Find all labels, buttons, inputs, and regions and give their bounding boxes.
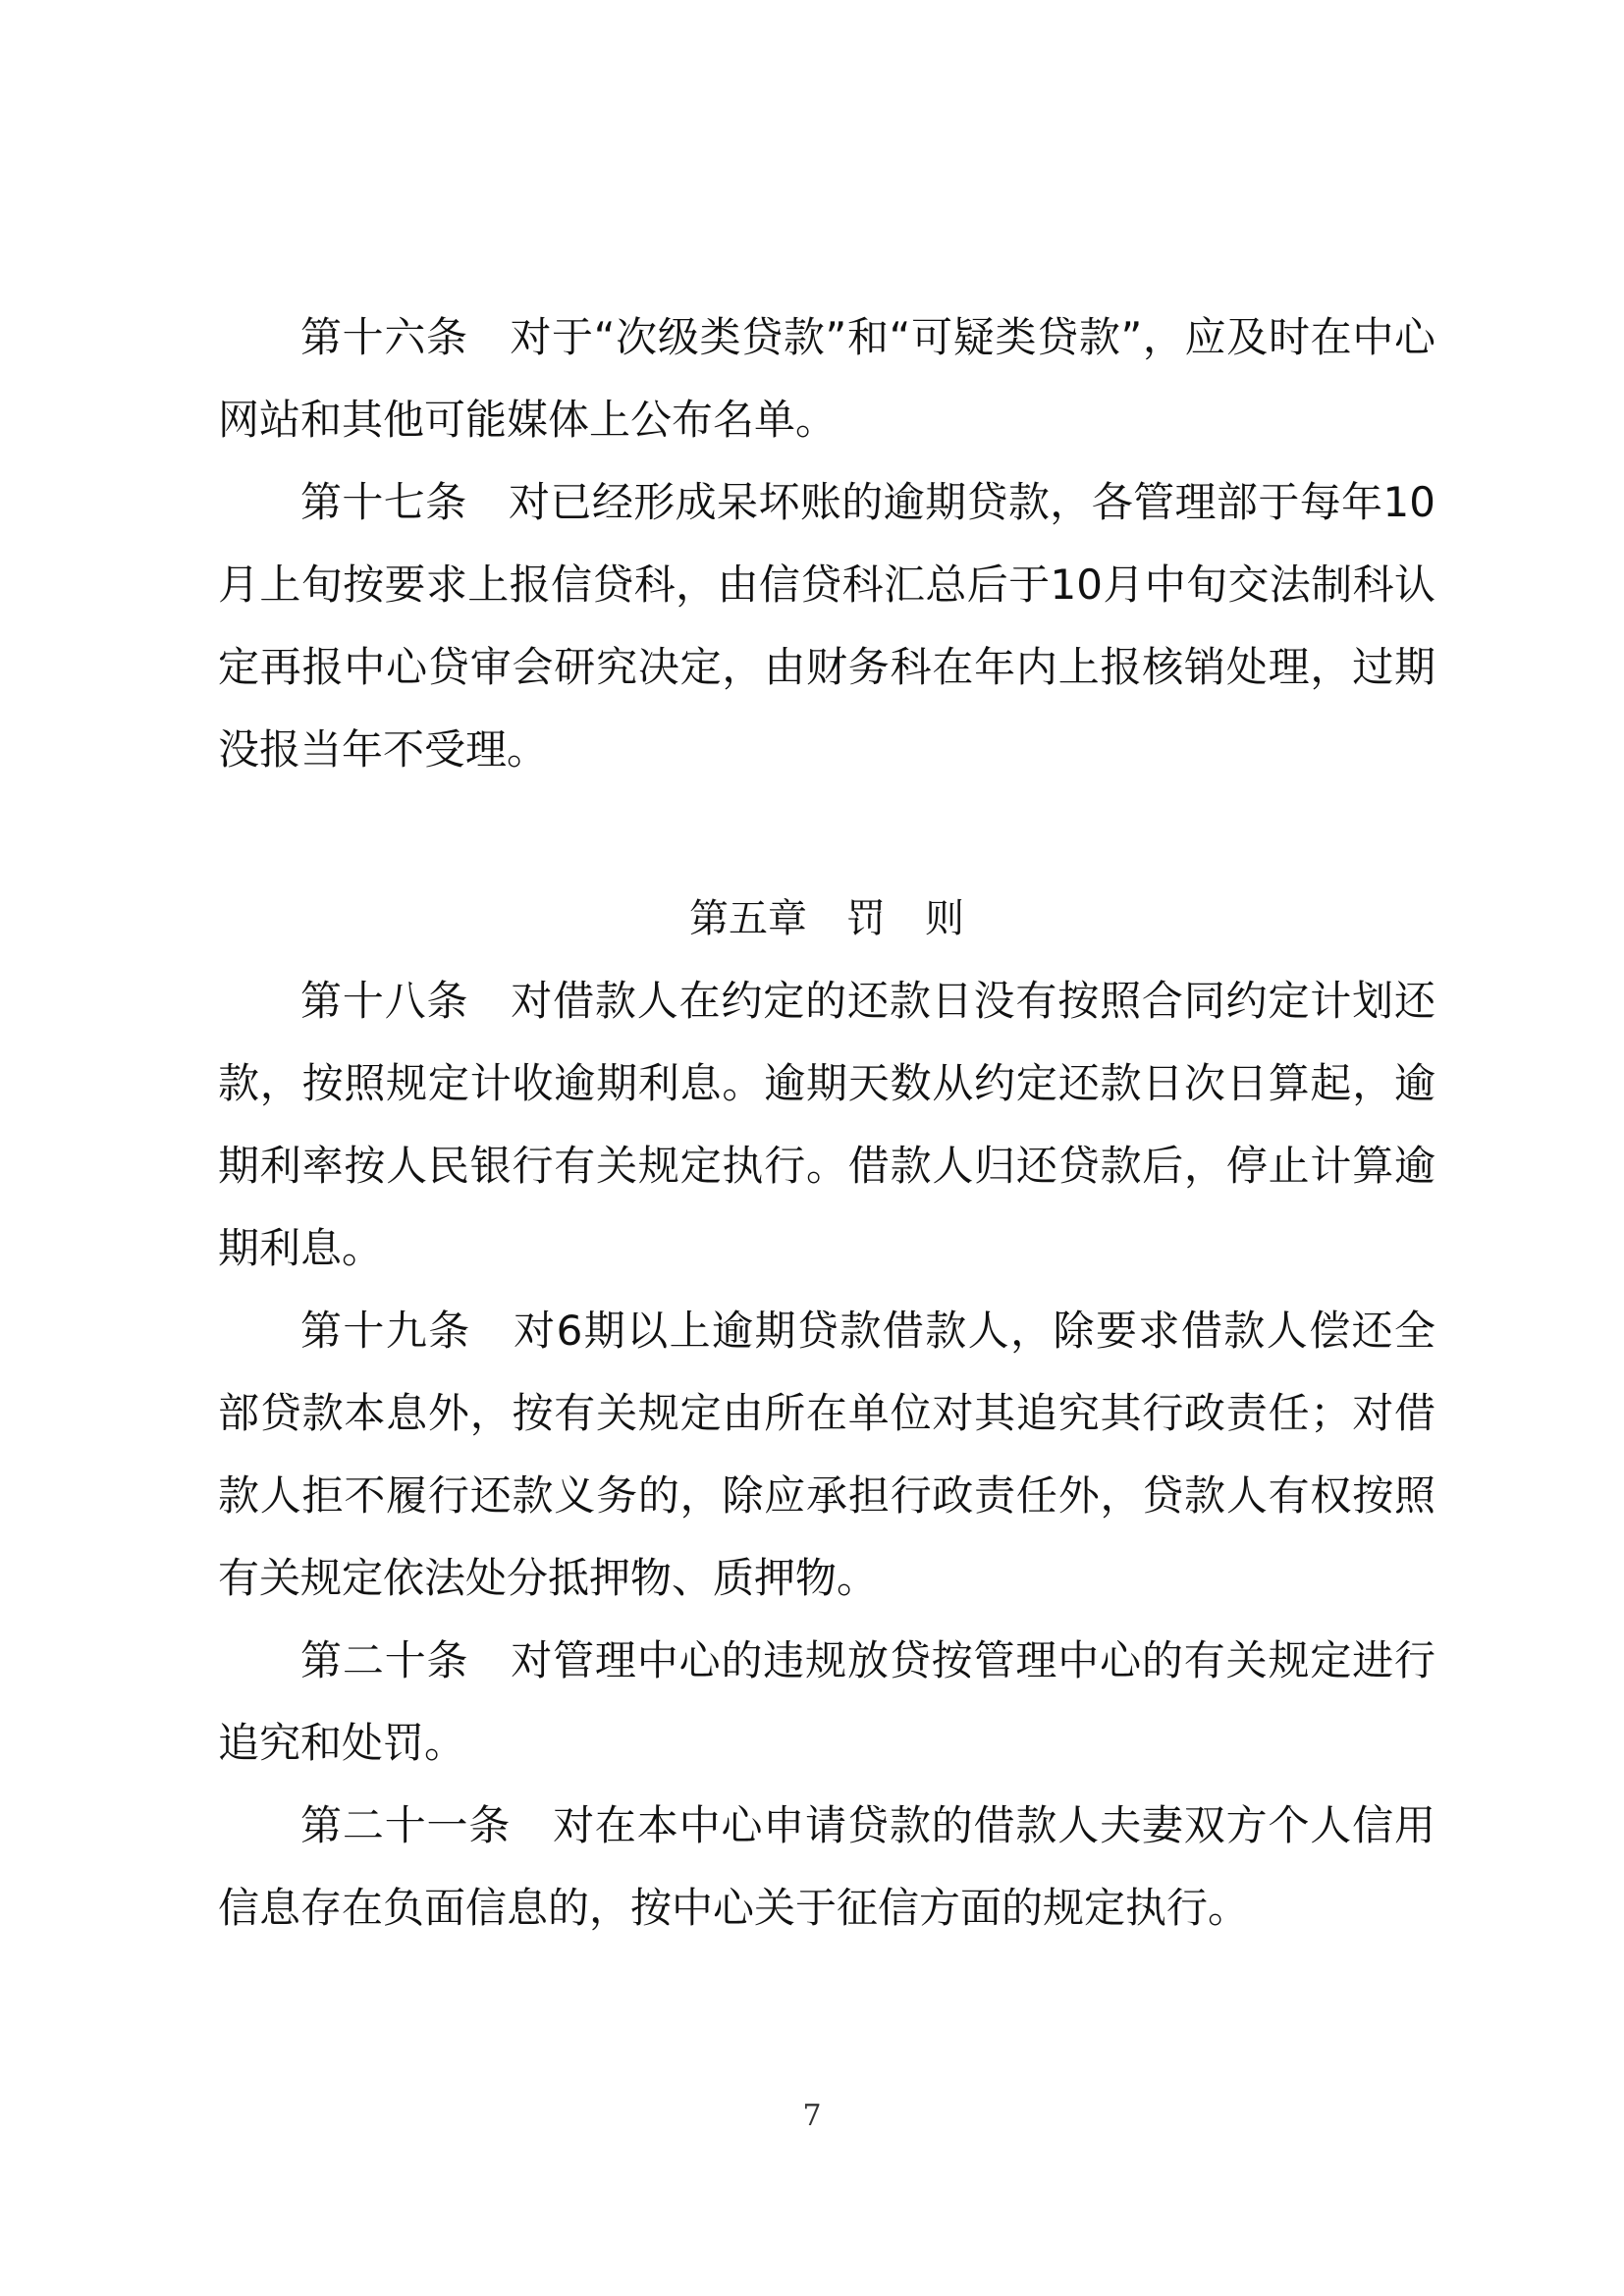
page-number: 7 xyxy=(802,2099,822,2133)
article-17-paragraph: 第十七条 对已经形成呆坏账的逾期贷款，各管理部于每年10月上旬按要求上报信贷科，由信贷科汇总后于10月中旬交法制科认定再报中心贷审会研究决定，由财务科在年内上报核销处理，过期没报当年不受理。 xyxy=(218,478,1435,774)
document-body xyxy=(218,296,1435,1949)
article-18-paragraph: 第十八条 对借款人在约定的还款日没有按照合同约定计划还款，按照规定计收逾期利息。逾期天数从约定还款日次日算起，逾期利率按人民银行有关规定执行。借款人归还贷款后，停止计算逾期利息。 xyxy=(218,977,1435,1272)
article-19-paragraph: 第十九条 对6期以上逾期贷款借款人，除要求借款人偿还全部贷款本息外，按有关规定由所在单位对其追究其行政责任；对借款人拒不履行还款义务的，除应承担行政责任外，贷款人有权按照有关规定依法处分抵押物、质押物。 xyxy=(218,1307,1435,1602)
article-20-paragraph: 第二十条 对管理中心的违规放贷按管理中心的有关规定进行追究和处罚。 xyxy=(218,1636,1435,1767)
article-16-paragraph: 第十六条 对于“次级类贷款”和“可疑类贷款”，应及时在中心网站和其他可能媒体上公布名单。 xyxy=(218,313,1435,444)
article-21-paragraph: 第二十一条 对在本中心申请贷款的借款人夫妻双方个人信用信息存在负面信息的，按中心关于征信方面的规定执行。 xyxy=(218,1801,1435,1932)
chapter-heading: 第五章 罚 则 xyxy=(689,896,964,941)
